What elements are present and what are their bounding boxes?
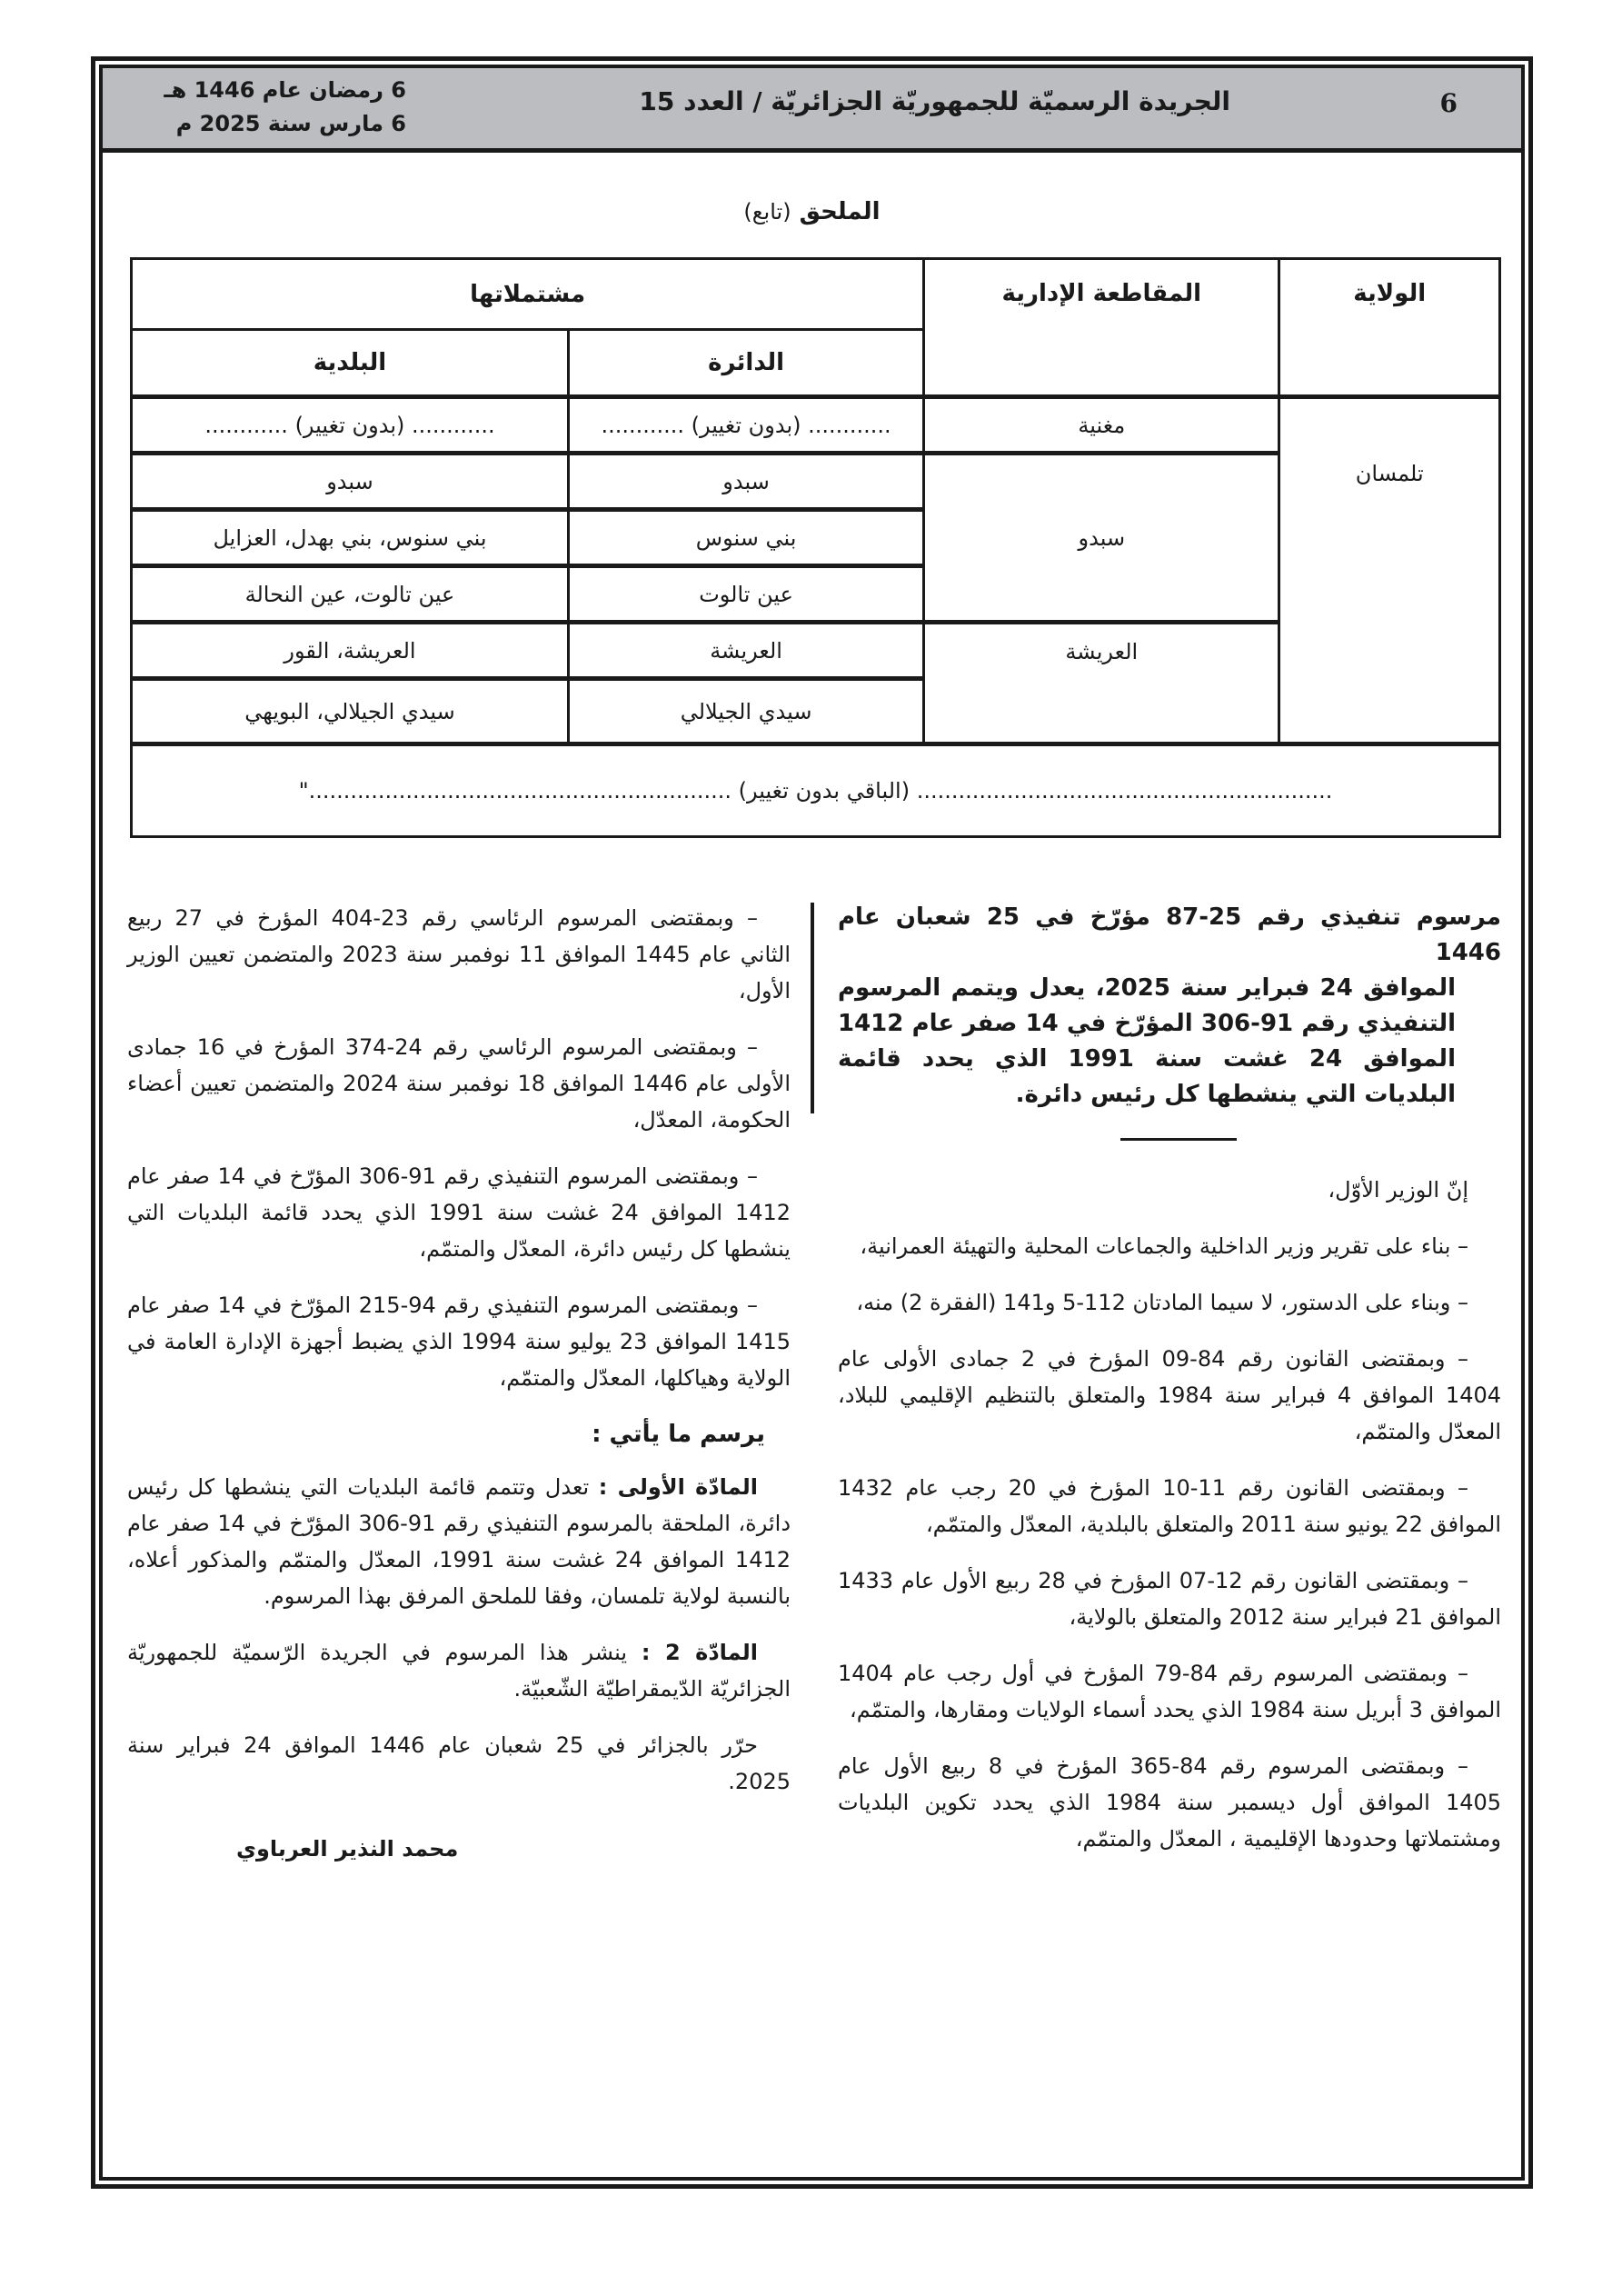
annex-title xyxy=(103,198,1521,225)
annex-title-text: الملحق xyxy=(799,198,881,225)
circonscription-cell: سبدو xyxy=(924,454,1279,623)
column-divider xyxy=(811,903,814,1113)
commune-cell: بني سنوس، بني بهدل، العزايل xyxy=(132,510,569,566)
annex-table xyxy=(130,257,1501,838)
decree-title-rest: الموافق 24 فبراير سنة 2025، يعدل ويتمم المرسوم التنفيذي رقم 91-306 المؤرّخ في 14 صفر عام 1412 الموافق 24 غشت سنة 1991 الذي يحدد قائمة البلديات التي ينشطها كل رئيس دائرة. xyxy=(838,974,1456,1108)
header-daira: الدائرة xyxy=(568,330,923,397)
circonscription-cell: مغنية xyxy=(924,397,1279,454)
annex-footer-unchanged: ............................................................ (الباقي بدون تغيير) ............................................................." xyxy=(132,744,1500,837)
daira-cell: سيدي الجيلالي xyxy=(568,679,923,744)
header-commune: البلدية xyxy=(132,330,569,397)
right-column xyxy=(838,900,1501,1877)
header-circonscription: المقاطعة الإدارية xyxy=(924,259,1279,397)
commune-cell: عين تالوت، عين النحالة xyxy=(132,566,569,623)
commune-cell: العريشة، القور xyxy=(132,623,569,679)
issue-dates xyxy=(115,74,406,141)
preamble-paragraph: – وبمقتضى المرسوم التنفيذي رقم 91-306 المؤرّخ في 14 صفر عام 1412 الموافق 24 غشت سنة 1991 الذي يحدد قائمة البلديات التي ينشطها كل رئيس دائرة، المعدّل والمتمّم، xyxy=(127,1163,791,1262)
article-2-text: ينشر هذا المرسوم في الجريدة الرّسميّة للجمهوريّة الجزائريّة الدّيمقراطيّة الشّعبيّة. xyxy=(127,1640,791,1702)
annex-subtitle: (تابع) xyxy=(743,199,791,225)
article-1-label: المادّة الأولى : xyxy=(598,1474,758,1500)
preamble-paragraph: – وبمقتضى القانون رقم 11-10 المؤرخ في 20 رجب عام 1432 الموافق 22 يونيو سنة 2011 والمتعلق بالبلدية، المعدّل والمتمّم، xyxy=(838,1475,1501,1537)
page-number: 6 xyxy=(1439,88,1458,118)
article-1-text: تعدل وتتمم قائمة البلديات التي ينشطها كل رئيس دائرة، الملحقة بالمرسوم التنفيذي رقم 91-306 المؤرّخ في 14 صفر عام 1412 الموافق 24 غشت سنة 1991، المعدّل والمتمّم والمذكور أعلاه، بالنسبة لولاية تلمسان، وفقا للملحق المرفق بهذا المرسوم. xyxy=(127,1474,791,1609)
preamble-paragraph: – وبمقتضى المرسوم رقم 84-365 المؤرخ في 8 ربيع الأول عام 1405 الموافق أول ديسمبر سنة 1984 الذي يحدد تكوين البلديات ومشتملاتها وحدودها الإقليمية ، المعدّل والمتمّم، xyxy=(838,1753,1502,1852)
header-wilaya: الولاية xyxy=(1279,259,1500,397)
preamble-paragraph: – وبناء على الدستور، لا سيما المادتان 112-5 و141 (الفقرة 2) منه، xyxy=(856,1290,1468,1315)
preamble-opening: إنّ الوزير الأوّل، xyxy=(1328,1177,1468,1203)
decree-title xyxy=(838,900,1501,1113)
article-2 xyxy=(127,1634,791,1707)
gazette-title: الجريدة الرسميّة للجمهوريّة الجزائريّة / العدد 15 xyxy=(639,86,1230,116)
commune-cell: سيدي الجيلالي، البويهي xyxy=(132,679,569,744)
article-2-label: المادّة 2 : xyxy=(641,1640,758,1665)
decree-title-line1: مرسوم تنفيذي رقم 25-87 مؤرّخ في 25 شعبان عام 1446 xyxy=(838,903,1501,966)
left-column xyxy=(127,900,791,1867)
preamble-paragraph: – وبمقتضى المرسوم الرئاسي رقم 24-374 المؤرخ في 16 جمادى الأولى عام 1446 الموافق 18 نوفمبر سنة 2024 والمتضمن تعيين أعضاء الحكومة، المعدّل، xyxy=(127,1034,791,1133)
header-components: مشتملاتها xyxy=(132,259,924,330)
preamble-paragraph: – وبمقتضى المرسوم التنفيذي رقم 94-215 المؤرّخ في 14 صفر عام 1415 الموافق 23 يوليو سنة 1994 الذي يضبط أجهزة الإدارة العامة في الولاية وهياكلها، المعدّل والمتمّم، xyxy=(127,1293,791,1391)
title-separator xyxy=(1120,1138,1237,1141)
preamble-paragraph: – وبمقتضى المرسوم الرئاسي رقم 23-404 المؤرخ في 27 ربيع الثاني عام 1445 الموافق 11 نوفمبر سنة 2023 والمتضمن تعيين الوزير الأول، xyxy=(127,905,791,1003)
preamble-paragraph: – وبمقتضى المرسوم رقم 84-79 المؤرخ في أول رجب عام 1404 الموافق 3 أبريل سنة 1984 الذي يحدد أسماء الولايات ومقارها، والمتمّم، xyxy=(838,1661,1501,1722)
daira-cell: ............ (بدون تغيير) ............ xyxy=(568,397,923,454)
preamble-paragraph: – وبمقتضى القانون رقم 12-07 المؤرخ في 28 ربيع الأول عام 1433 الموافق 21 فبراير سنة 2012 والمتعلق بالولاية، xyxy=(838,1568,1501,1630)
daira-cell: بني سنوس xyxy=(568,510,923,566)
daira-cell: سبدو xyxy=(568,454,923,510)
wilaya-name: تلمسان xyxy=(1279,397,1500,744)
preamble-paragraph: – بناء على تقرير وزير الداخلية والجماعات المحلية والتهيئة العمرانية، xyxy=(860,1233,1468,1259)
decrees-heading: يرسم ما يأتي : xyxy=(592,1421,765,1448)
daira-cell: العريشة xyxy=(568,623,923,679)
commune-cell: سبدو xyxy=(132,454,569,510)
commune-cell: ............ (بدون تغيير) ............ xyxy=(132,397,569,454)
gazette-header xyxy=(103,68,1521,153)
article-1 xyxy=(127,1469,791,1614)
signature: محمد النذير العرباوي xyxy=(236,1836,459,1862)
preamble-paragraph: – وبمقتضى القانون رقم 84-09 المؤرخ في 2 جمادى الأولى عام 1404 الموافق 4 فبراير سنة 1984 والمتعلق بالتنظيم الإقليمي للبلاد، المعدّل والمتمّم، xyxy=(838,1346,1501,1444)
date-gregorian: 6 مارس سنة 2025 م xyxy=(175,111,406,136)
done-at-statement: حرّر بالجزائر في 25 شعبان عام 1446 الموافق 24 فبراير سنة 2025. xyxy=(127,1732,791,1794)
daira-cell: عين تالوت xyxy=(568,566,923,623)
date-hijri: 6 رمضان عام 1446 هـ xyxy=(164,77,406,103)
circonscription-cell: العريشة xyxy=(924,623,1279,744)
